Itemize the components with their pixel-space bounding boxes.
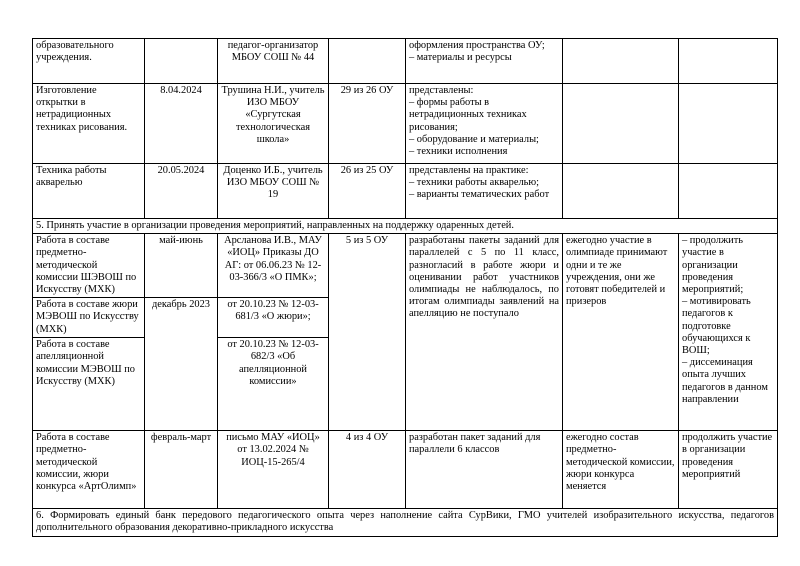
result-line: представлены на практике: <box>409 165 529 176</box>
table-row <box>33 39 778 84</box>
event-cell: Изготовление открытки в нетрадиционных техниках рисования. <box>33 84 145 164</box>
responsible-cell: от 20.10.23 № 12-03-682/3 «Об апелляционной комиссии» <box>218 338 329 431</box>
event-cell: образовательного учреждения. <box>33 39 145 84</box>
responsible-cell: педагог-организатор МБОУ СОШ № 44 <box>218 39 329 84</box>
result-line: представлены: <box>409 85 474 96</box>
count-cell: 29 из 26 ОУ <box>329 84 406 164</box>
result-cell: разработан пакет заданий для параллели 6 классов <box>406 431 563 509</box>
table-row <box>33 234 778 298</box>
responsible-cell: письмо МАУ «ИОЦ» от 13.02.2024 № ИОЦ-15-265/4 <box>218 431 329 509</box>
date-cell: 8.04.2024 <box>145 84 218 164</box>
date-cell: май-июнь <box>145 234 218 298</box>
result-cell <box>406 39 563 84</box>
count-cell: 4 из 4 ОУ <box>329 431 406 509</box>
section-row <box>33 509 778 536</box>
effect-cell: ежегодно состав предметно-методической комиссии, жюри конкурса меняется <box>563 431 679 509</box>
section-row <box>33 219 778 234</box>
table-row <box>33 164 778 219</box>
event-cell: Работа в составе апелляционной комиссии МЭВОШ по Искусству (МХК) <box>33 338 145 431</box>
tasks-cell <box>679 39 778 84</box>
effect-cell: ежегодно участие в олимпиаде принимают одни и те же учреждения, они же готовят победителей и призеров <box>563 234 679 431</box>
result-cell <box>406 164 563 219</box>
task-line: – продолжить участие в организации проведения мероприятий; <box>682 235 744 296</box>
effect-cell <box>563 39 679 84</box>
date-cell <box>145 39 218 84</box>
tasks-cell <box>679 84 778 164</box>
result-line: – техники работы акварелью; <box>409 177 540 189</box>
table-row <box>33 431 778 509</box>
effect-cell <box>563 84 679 164</box>
event-cell: Работа в составе жюри МЭВОШ по Искусству (МХК) <box>33 298 145 338</box>
responsible-cell: Трушина Н.И., учитель ИЗО МБОУ «Сургутская технологическая школа» <box>218 84 329 164</box>
responsible-cell: Арсланова И.В., МАУ «ИОЦ» Приказы ДО АГ: от 06.06.23 № 12-03-366/3 «О ПМК»; <box>218 234 329 298</box>
result-line: – техники исполнения <box>409 146 508 158</box>
event-cell: Работа в составе предметно-методической комиссии ШЭВОШ по Искусству (МХК) <box>33 234 145 298</box>
tasks-cell: продолжить участие в организации проведения мероприятий <box>679 431 778 509</box>
result-line: оформления пространства ОУ; <box>409 40 545 51</box>
event-cell: Работа в составе предметно-методической комиссии, жюри конкурса «АртОлимп» <box>33 431 145 509</box>
result-cell <box>406 84 563 164</box>
report-table <box>32 38 778 537</box>
effect-cell <box>563 164 679 219</box>
event-cell: Техника работы акварелью <box>33 164 145 219</box>
date-cell: февраль-март <box>145 431 218 509</box>
table-row <box>33 84 778 164</box>
date-cell: 20.05.2024 <box>145 164 218 219</box>
responsible-cell: Доценко И.Б., учитель ИЗО МБОУ СОШ № 19 <box>218 164 329 219</box>
tasks-cell <box>679 234 778 431</box>
result-line: – варианты тематических работ <box>409 189 550 201</box>
result-line: – материалы и ресурсы <box>409 52 512 64</box>
result-line: – оборудование и материалы; <box>409 133 539 145</box>
count-cell <box>329 39 406 84</box>
count-cell: 26 из 25 ОУ <box>329 164 406 219</box>
task-line: – мотивировать педагогов к подготовке обучающихся к ВОШ; <box>682 296 751 357</box>
section-6-heading: 6. Формировать единый банк передового педагогического опыта через наполнение сайта СурВики, ГМО учителей изобразительного искусства, педагогов дополнительного образования декоративно-прикладного искусства <box>33 509 778 536</box>
task-line: – диссеминация опыта лучших педагогов в данном направлении <box>682 357 768 405</box>
tasks-cell <box>679 164 778 219</box>
count-cell: 5 из 5 ОУ <box>329 234 406 431</box>
responsible-cell: от 20.10.23 № 12-03-681/3 «О жюри»; <box>218 298 329 338</box>
result-cell: разработаны пакеты заданий для параллелей с 5 по 11 класс, разногласий в работе жюри и оценивании работ участников олимпиады не наблюдалось, по итогам олимпиады заявлений на апелляцию не поступало <box>406 234 563 431</box>
section-5-heading: 5. Принять участие в организации проведения мероприятий, направленных на поддержку одаренных детей. <box>33 219 778 234</box>
result-line: – формы работы в нетрадиционных техниках рисования; <box>409 97 527 133</box>
date-cell: декабрь 2023 <box>145 298 218 431</box>
